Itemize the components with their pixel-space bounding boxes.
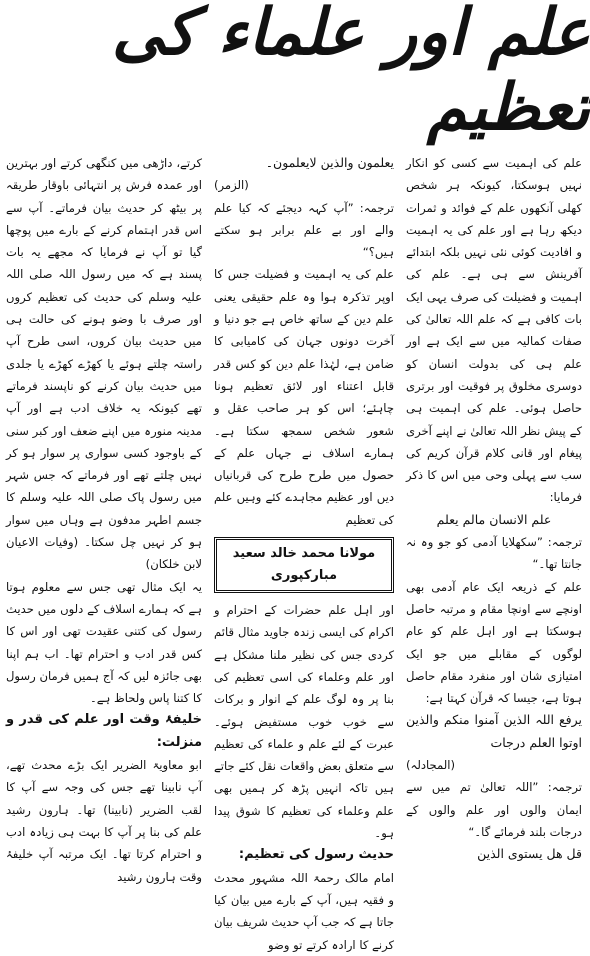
section-heading: حدیث رسول کی تعظیم: — [238, 847, 394, 863]
author-byline: مولانا محمد خالد سعید مبارکپوری — [214, 537, 394, 593]
paragraph: ابو معاویۃ الضریر ایک بڑے محدث تھے، آپ نابینا تھے جس کی وجہ سے آپ کا لقب الضریر (نابینا) تھا۔ ہارون رشید علم کی بنا پر آپ کا بہت ہی زیادہ ادب و احترام کرتا تھا۔ ایک مرتبہ آپ خلیفۂ وقت ہارون رشید — [6, 758, 202, 884]
paragraph: علم کی اہمیت سے کسی کو انکار نہیں ہوسکتا، کیونکہ ہر شخص کھلی آنکھوں علم کے فوائد و ثمرات دیکھ رہا ہے اور علم کی یہ اہمیت و افادیت کوئی نئی نہیں بلکہ ابتدائے آفرینش سے ہی ہے۔ علم کی اہمیت و فضیلت کی صرف یہی ایک بات کافی ہے کہ علم اللہ تعالیٰ کی صفات کمالیہ میں سے ایک ہے اور علم ہی کی بدولت انسان کو دوسری مخلوق پر فوقیت اور برتری حاصل ہوئی۔ علم کی اہمیت ہی کے پیش نظر اللہ تعالیٰ نے اپنے آخری پیغام اور قانی کلام قرآن کریم کی سب سے پہلی وحی میں اس کا ذکر فرمایا: — [406, 156, 582, 505]
article-title — [0, 0, 590, 145]
left-column — [6, 152, 202, 884]
quran-verse: یعلمون والذین لایعلمون۔ — [265, 155, 394, 170]
paragraph: یہ ایک مثال تھی جس سے معلوم ہوتا ہے کہ ہمارے اسلاف کے دلوں میں حدیث رسول کی کتنی عقیدت تھی اور اس کا کس قدر ادب و احترام تھا۔ اب ہم اپنا بھی جائزہ لیں کہ آج ہمیں فرمان رسول کا کتنا پاس ولحاظ ہے۔ — [6, 579, 202, 706]
citation: (الزمر) — [214, 178, 249, 193]
paragraph: اور اہل علم حضرات کے احترام و اکرام کی ایسی زندہ جاوید مثال قائم کردی جس کی نظیر ملنا مشکل ہے اور علم وعلماء کی اسی تعظیم کی بنا پر وہ لوگ علم کے انوار و برکات سے خوب خوب مستفیض ہوئے۔ عبرت کے لئے علم و علماء کی تعظیم سے متعلق بعض واقعات نقل کئے جاتے ہیں تاکہ انہیں پڑھ کر ہمیں بھی علم وعلماء کی تعظیم کا شوق پیدا ہو۔ — [214, 603, 394, 841]
quran-verse: قل ھل یستوی الذین — [477, 846, 582, 862]
quran-verse: یرفع اللہ الذین آمنوا منکم والذین اوتوا العلم درجات — [406, 712, 582, 750]
paragraph: امام مالک رحمۃ اللہ مشہور محدث و فقیہ ہیں، آپ کے بارے میں بیان کیا جاتا ہے کہ جب آپ حدیث شریف بیان کرنے کا ارادہ کرتے تو وضو — [214, 870, 394, 952]
translation: ترجمہ: ”آپ کہہ دیجئے کہ کیا علم والے اور بے علم برابر ہو سکتے ہیں؟“ — [214, 200, 394, 260]
section-heading: خلیفۂ وقت اور علم کی قدر و منزلت: — [6, 712, 202, 750]
paragraph: علم کی یہ اہمیت و فضیلت جس کا اوپر تذکرہ ہوا وہ علم حقیقی یعنی علم دین کے ساتھ خاص ہے جو دنیا و آخرت دونوں جہان کی کامیابی کا ضامن ہے، لہٰذا علم دین کو کس قدر قابل اعتناء اور لائق تعظیم ہونا چاہئے؛ اس کو ہر صاحب عقل و شعور شخص سمجھ سکتا ہے۔ ہمارے اسلاف نے جہاں علم کے حصول میں طرح طرح کی قربانیاں دیں اور عظیم مجاہدے کئے وہیں علم کی تعظیم — [214, 267, 394, 527]
right-column — [406, 152, 582, 862]
translation: ترجمہ: ”سکھلایا آدمی کو جو وہ نہ جانتا تھا۔“ — [406, 535, 582, 572]
quran-verse: علم الانسان مالم یعلم — [436, 511, 552, 527]
paragraph: علم کے ذریعہ ایک عام آدمی بھی اونچے سے اونچا مقام و مرتبہ حاصل ہوسکتا ہے اور اہل علم کو عام لوگوں کے مقابلے میں جو ایک امتیازی شان اور منفرد مقام حاصل ہوتا ہے، جیسا کہ قرآن کہتا ہے: — [406, 579, 582, 706]
citation: (المجادلہ) — [406, 758, 456, 773]
article-title-text: علم اور علماء کی تعظیم — [111, 0, 590, 145]
translation: ترجمہ: ”اللہ تعالیٰ تم میں سے ایمان والوں اور علم والوں کے درجات بلند فرمائے گا۔“ — [406, 780, 582, 839]
paragraph: کرتے، داڑھی میں کنگھی کرتے اور بہترین اور عمدہ فرش پر انتہائی باوقار طریقہ پر بیٹھ کر حدیث بیان فرماتے۔ آپ سے اس قدر اہتمام کرنے کے بارے میں پوچھا گیا تو آپ نے فرمایا کہ مجھے یہ بات پسند ہے کہ میں رسول اللہ صلی اللہ علیہ وسلم کی حدیث کی تعظیم کروں اور صرف با وضو ہونے کی حالت ہی میں حدیث بیان کروں، اسی طرح آپ راستہ چلتے ہوئے یا کھڑے کھڑے یا جلدی میں حدیث بیان کرنے کو ناپسند فرماتے تھے کیونکہ یہ خلاف ادب ہے اور آپ مدینہ منورہ میں اپنے ضعف اور کبر سنی کے باوجود کسی سواری پر سوار ہو کر نہیں چلتے تھے اور فرماتے کہ جس شہر میں رسول پاک صلی اللہ علیہ وسلم کا جسم اطہر مدفون ہے وہاں میں سوار ہو کر نہیں چل سکتا۔ (وفیات الاعیان لابن خلکان) — [6, 156, 202, 572]
middle-column — [214, 152, 394, 952]
